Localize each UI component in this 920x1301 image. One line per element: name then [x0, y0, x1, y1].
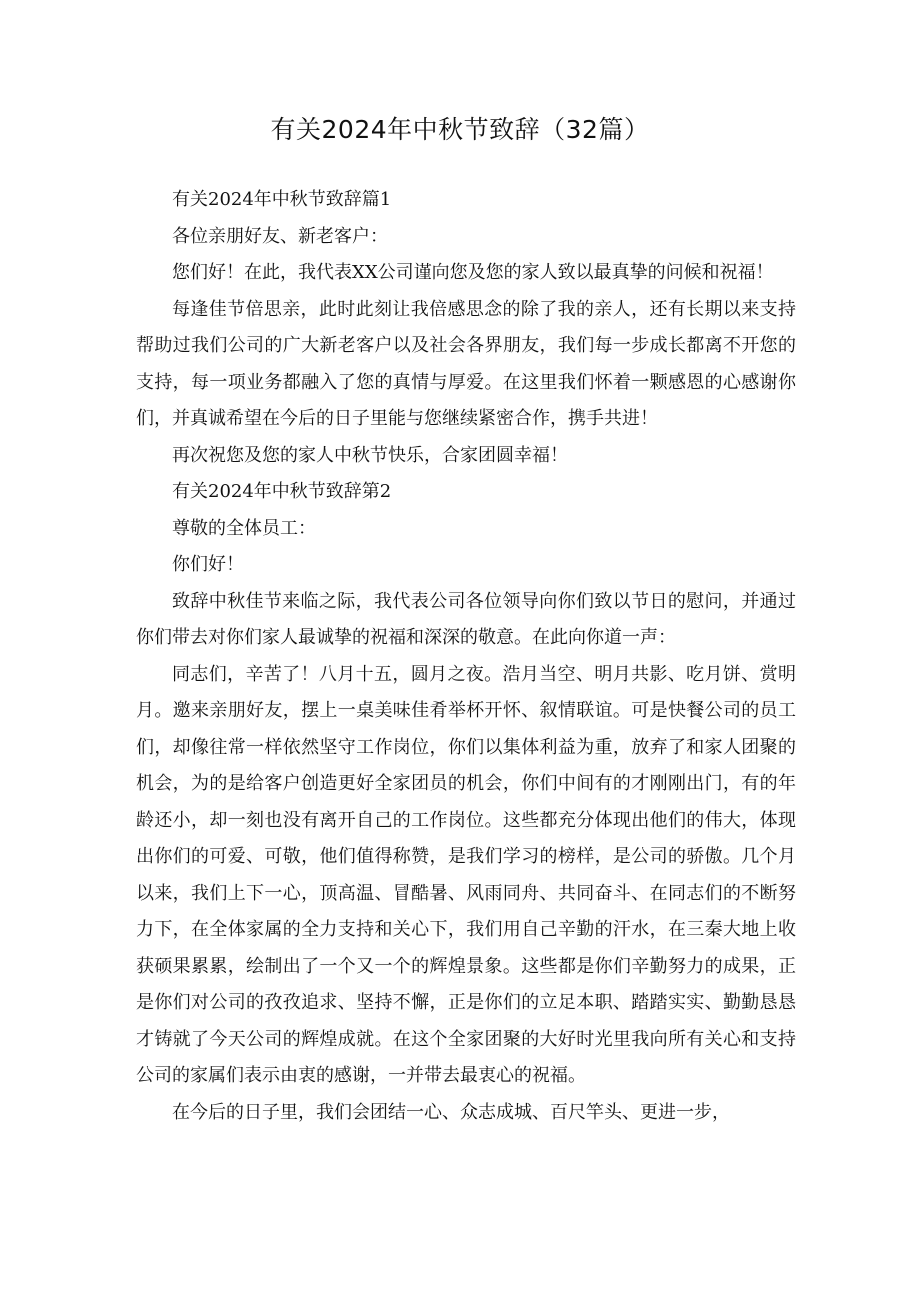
document-body [136, 182, 796, 1131]
paragraph: 在今后的日子里，我们会团结一心、众志成城、百尺竿头、更进一步， [172, 1101, 730, 1123]
paragraph: 同志们，辛苦了！八月十五，圆月之夜。浩月当空、明月共影、吃月饼、赏明月。邀来亲朋好友，摆上一桌美味佳肴举杯开怀、叙情联谊。可是快餐公司的员工们，却像往常一样依然坚守工作岗位，你们以集体利益为重，放弃了和家人团聚的机会，为的是给客户创造更好全家团员的机会，你们中间有的才刚刚出门，有的年龄还小，却一刻也没有离开自己的工作岗位。这些都充分体现出他们的伟大，体现出你们的可爱、可敬，他们值得称赞，是我们学习的榜样，是公司的骄傲。几个月以来，我们上下一心，顶高温、冒酷暑、风雨同舟、共同奋斗、在同志们的不断努力下，在全体家属的全力支持和关心下，我们用自己辛勤的汗水，在三秦大地上收获硕果累累，绘制出了一个又一个的辉煌景象。这些都是你们辛勤努力的成果，正是你们对公司的孜孜追求、坚持不懈，正是你们的立足本职、踏踏实实、勤勤恳恳才铸就了今天公司的辉煌成就。在这个全家团聚的大好时光里我向所有关心和支持公司的家属们表示由衷的感谢，一并带去最衷心的祝福。 [136, 663, 796, 1086]
paragraph: 每逢佳节倍思亲，此时此刻让我倍感思念的除了我的亲人，还有长期以来支持帮助过我们公司的广大新老客户以及社会各界朋友，我们每一步成长都离不开您的支持，每一项业务都融入了您的真情与厚爱。在这里我们怀着一颗感恩的心感谢你们，并真诚希望在今后的日子里能与您继续紧密合作，携手共进！ [136, 298, 796, 429]
salutation-2: 尊敬的全体员工： [172, 517, 316, 539]
paragraph: 再次祝您及您的家人中秋节快乐，合家团圆幸福！ [172, 444, 568, 466]
paragraph: 您们好！在此，我代表XX公司谨向您及您的家人致以最真挚的问候和祝福！ [172, 262, 774, 283]
section-heading-2: 有关2024年中秋节致辞第2 [172, 481, 392, 502]
salutation-1: 各位亲朋好友、新老客户： [172, 225, 388, 247]
section-heading-1: 有关2024年中秋节致辞篇1 [172, 189, 392, 210]
paragraph: 致辞中秋佳节来临之际，我代表公司各位领导向你们致以节日的慰问，并通过你们带去对你们家人最诚挚的祝福和深深的敬意。在此向你道一声： [136, 590, 796, 648]
document-title: 有关2024年中秋节致辞（32篇） [270, 115, 650, 144]
greeting: 你们好！ [172, 554, 244, 575]
